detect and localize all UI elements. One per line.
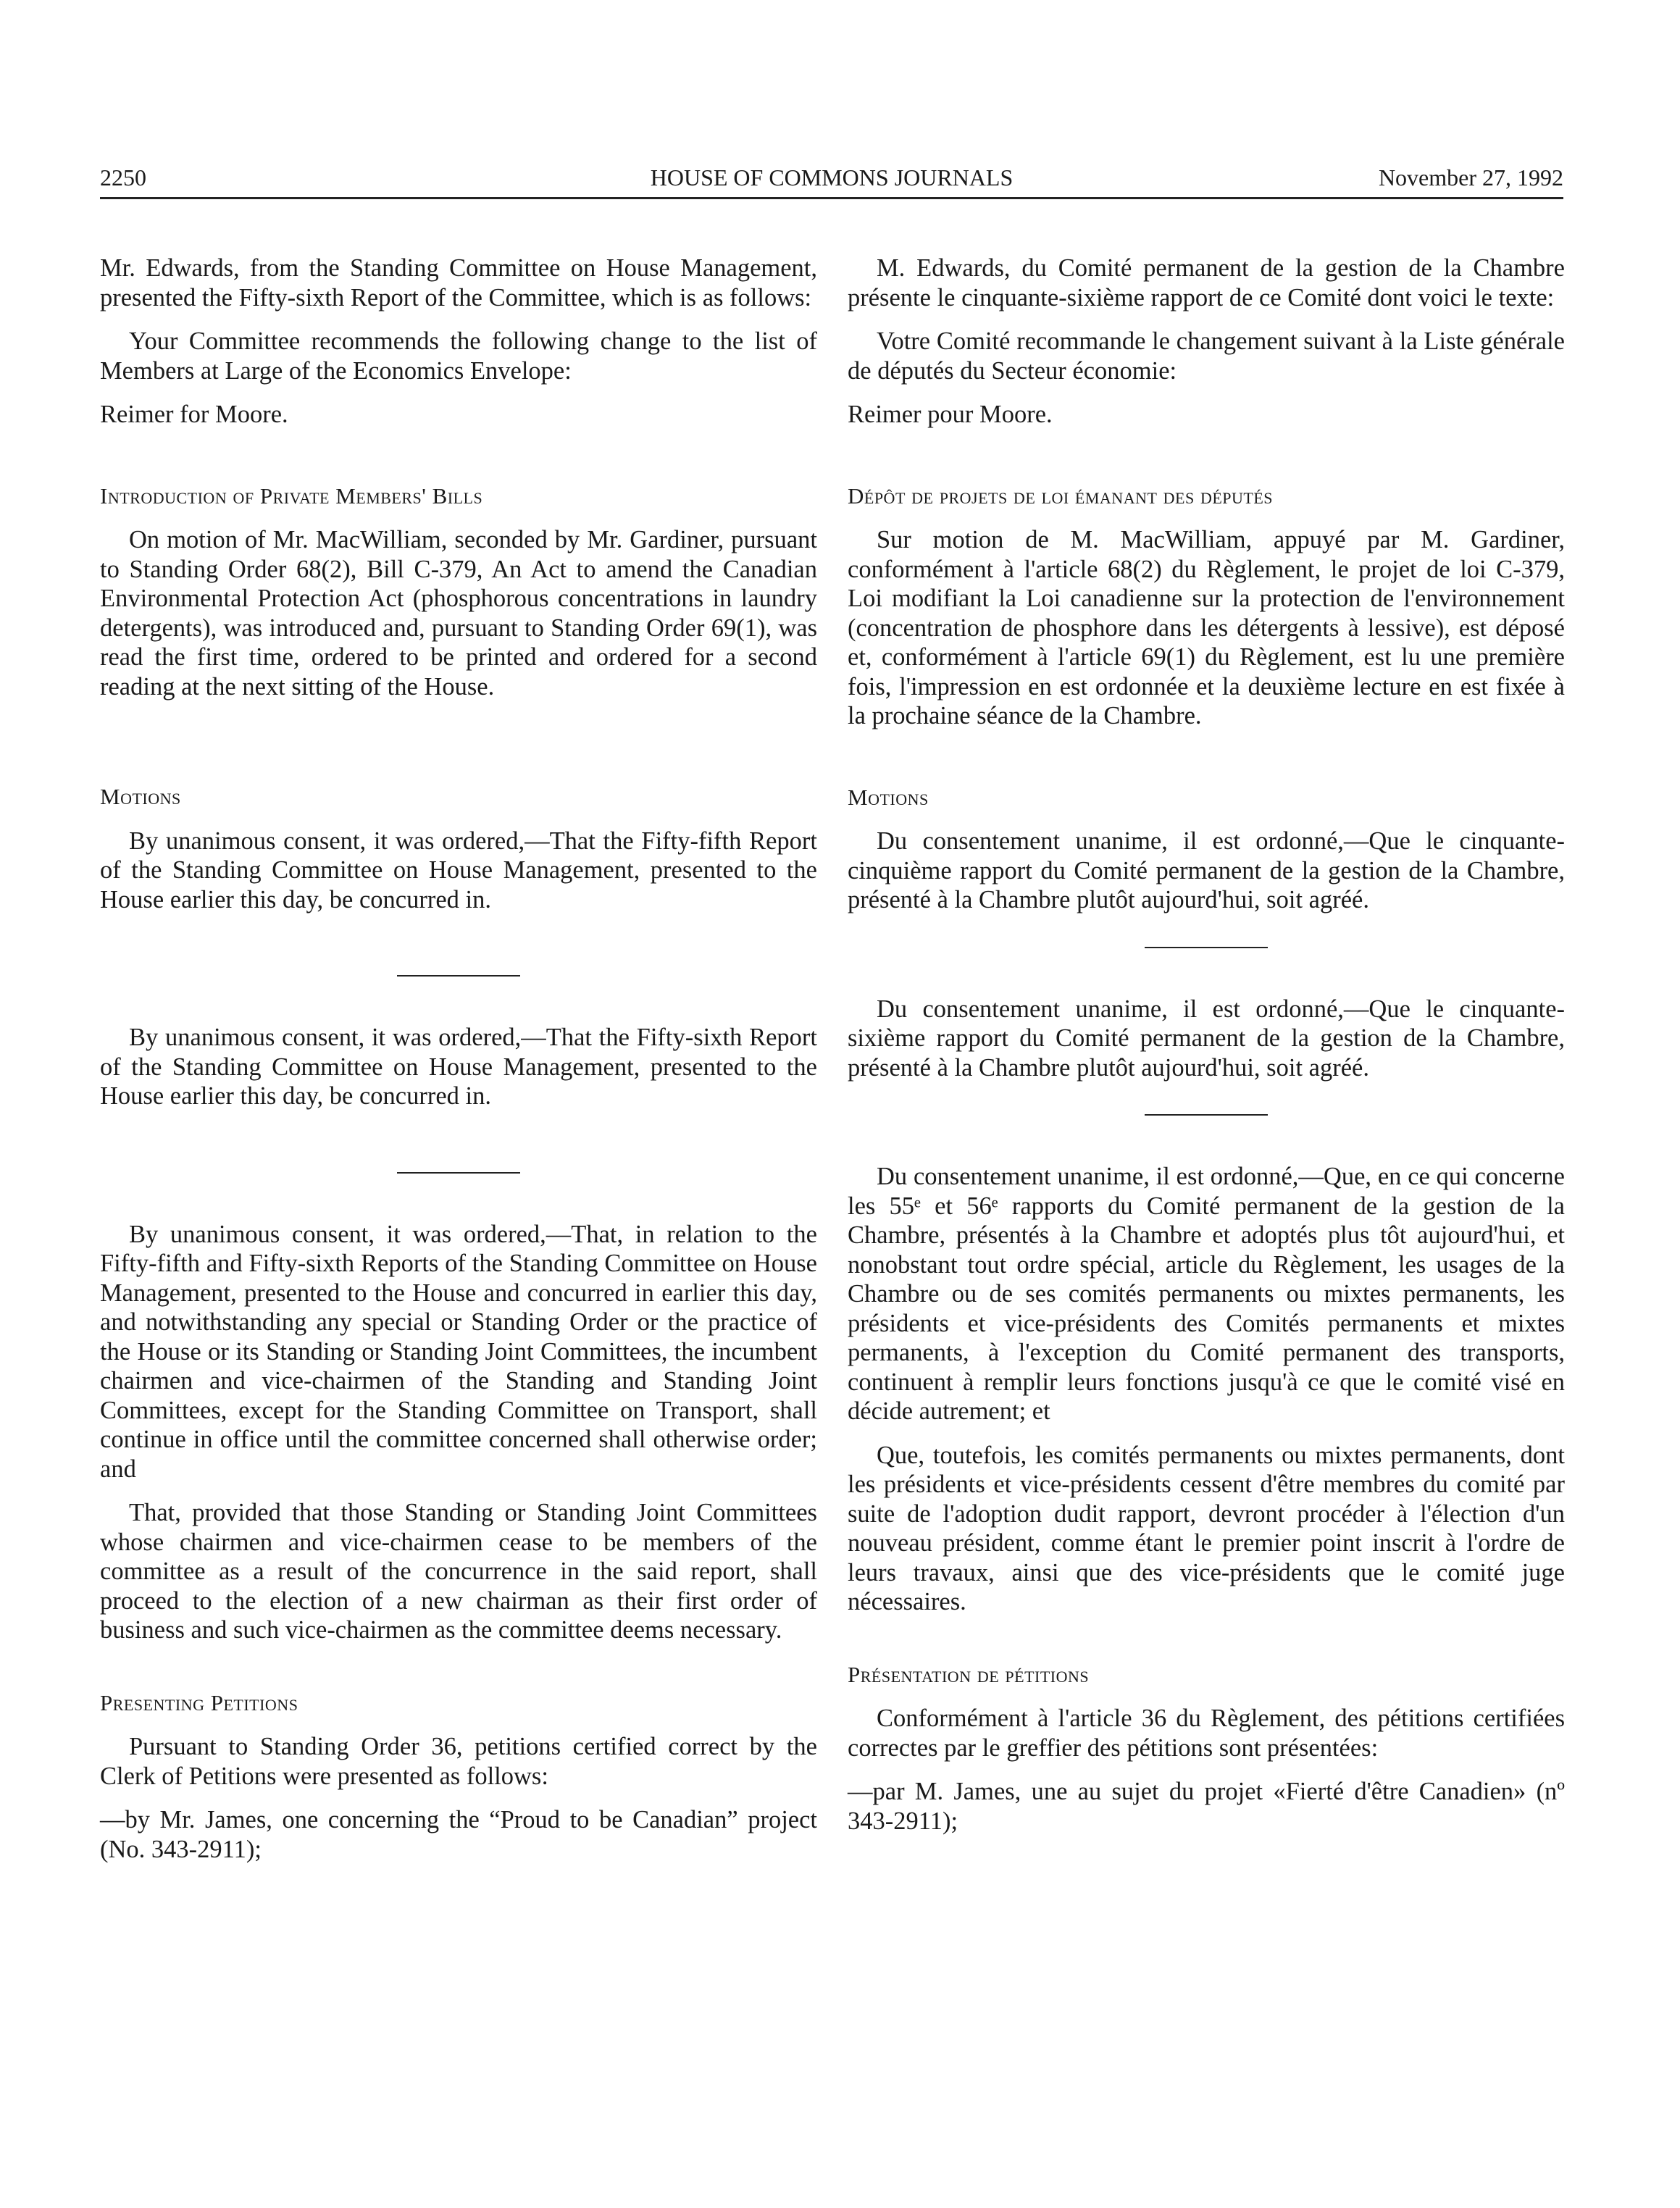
petition-item: —by Mr. James, one concerning the “Proud to be Canadian” project (No. 343-2911); xyxy=(100,1806,817,1863)
heading-motions: Motions xyxy=(848,784,929,810)
motion-chairmen-proviso: Que, toutefois, les comités permanents ou mixtes permanents, dont les présidents et vice-présidents cessent d'être membres du comité par suite de l'adoption dudit rapport, devront procéder à l'élection d'un nouveau président, comme étant le premier point inscrit à l'ordre de leurs travaux, ainsi que des vice-présidents que le comité juge nécessaires. xyxy=(848,1441,1565,1615)
motion-chairmen: Du consentement unanime, il est ordonné,—Que, en ce qui concerne les 55ᵉ et 56ᵉ rapports du Comité permanent de la gestion de la Chambre, présentés à la Chambre et adoptés plus tôt aujourd'hui, et nonobstant tout ordre spécial, article du Règlement, les usages de la Chambre ou de ses comités permanents ou mixtes permanents, les présidents et vice-présidents des Comités permanents et mixtes permanents, à l'exception du Comité permanent des transports, continuent à remplir leurs fonctions jusqu'à ce que le comité visé en décide autrement; et xyxy=(848,1163,1565,1425)
motion-fifty-fifth: By unanimous consent, it was ordered,—That the Fifty-fifth Report of the Standing Committee on House Management, presented to the House earlier this day, be concurred in. xyxy=(100,827,817,913)
motion-fifty-fifth: Du consentement unanime, il est ordonné,—Que le cinquante-cinquième rapport du Comité permanent de la gestion de la Chambre, présenté à la Chambre plutôt aujourd'hui, soit agréé. xyxy=(848,827,1565,913)
report-change: Reimer for Moore. xyxy=(100,401,288,428)
journal-title: HOUSE OF COMMONS JOURNALS xyxy=(650,164,1014,191)
heading-presenting-petitions: Presenting Petitions xyxy=(100,1689,298,1715)
heading-motions: Motions xyxy=(100,784,181,809)
report-change: Reimer pour Moore. xyxy=(848,401,1053,428)
petitions-intro: Pursuant to Standing Order 36, petitions certified correct by the Clerk of Petitions were presented as follows: xyxy=(100,1733,817,1790)
page-number: 2250 xyxy=(100,164,146,191)
english-column xyxy=(100,254,817,1878)
journal-date: November 27, 1992 xyxy=(1378,164,1563,191)
motion-fifty-sixth: By unanimous consent, it was ordered,—That the Fifty-sixth Report of the Standing Committee on House Management, presented to the House earlier this day, be concurred in. xyxy=(100,1024,817,1110)
bill-text: On motion of Mr. MacWilliam, seconded by Mr. Gardiner, pursuant to Standing Order 68(2), Bill C-379, An Act to amend the Canadian Environmental Protection Act (phosphorous concentrations in laundry detergents), was introduced and, pursuant to Standing Order 69(1), was read the first time, ordered to be printed and ordered for a second reading at the next sitting of the House. xyxy=(100,526,817,701)
bill-text: Sur motion de M. MacWilliam, appuyé par M. Gardiner, conformément à l'article 68(2) du Règlement, le projet de loi C-379, Loi modifiant la Loi canadienne sur la protection de l'environnement (concentration de phosphore dans les détergents à lessive), est déposé et, conformément à l'article 69(1) du Règlement, est lu une première fois, l'impression en est ordonnée et la deuxième lecture en est fixée à la prochaine séance de la Chambre. xyxy=(848,526,1565,729)
french-column xyxy=(848,254,1565,1850)
motion-chairmen: By unanimous consent, it was ordered,—That, in relation to the Fifty-fifth and Fifty-sixth Reports of the Standing Committee on House Management, presented to the House and concurred in earlier this day, and notwithstanding any special or Standing Order or the practice of the House or its Standing or Standing Joint Committees, the incumbent chairmen and vice-chairmen of the Standing and Standing Joint Committees, except for the Standing Committee on Transport, shall continue in office until the committee concerned shall otherwise order; and xyxy=(100,1220,817,1483)
report-body: Votre Comité recommande le changement suivant à la Liste générale de députés du Secteur économie: xyxy=(848,327,1565,385)
heading-private-members-bills: Dépôt de projets de loi émanant des députés xyxy=(848,482,1274,509)
petitions-intro: Conformément à l'article 36 du Règlement, des pétitions certifiées correctes par le greffier des pétitions sont présentées: xyxy=(848,1705,1565,1762)
heading-presenting-petitions: Présentation de pétitions xyxy=(848,1661,1090,1687)
report-intro: Mr. Edwards, from the Standing Committee on House Management, presented the Fifty-sixth Report of the Committee, which is as follows: xyxy=(100,254,817,311)
report-body: Your Committee recommends the following change to the list of Members at Large of the Economics Envelope: xyxy=(100,327,817,385)
heading-private-members-bills: Introduction of Private Members' Bills xyxy=(100,482,483,509)
petition-item: —par M. James, une au sujet du projet «Fierté d'être Canadien» (nº 343-2911); xyxy=(848,1778,1565,1835)
report-intro: M. Edwards, du Comité permanent de la gestion de la Chambre présente le cinquante-sixième rapport de ce Comité dont voici le texte: xyxy=(848,254,1565,311)
motion-fifty-sixth: Du consentement unanime, il est ordonné,—Que le cinquante-sixième rapport du Comité permanent de la gestion de la Chambre, présenté à la Chambre plutôt aujourd'hui, soit agréé. xyxy=(848,995,1565,1082)
motion-chairmen-proviso: That, provided that those Standing or Standing Joint Committees whose chairmen and vice-chairmen cease to be members of the committee as a result of the concurrence in the said report, shall proceed to the election of a new chairman as their first order of business and such vice-chairmen as the committee deems necessary. xyxy=(100,1499,817,1644)
page-header xyxy=(100,161,1563,199)
